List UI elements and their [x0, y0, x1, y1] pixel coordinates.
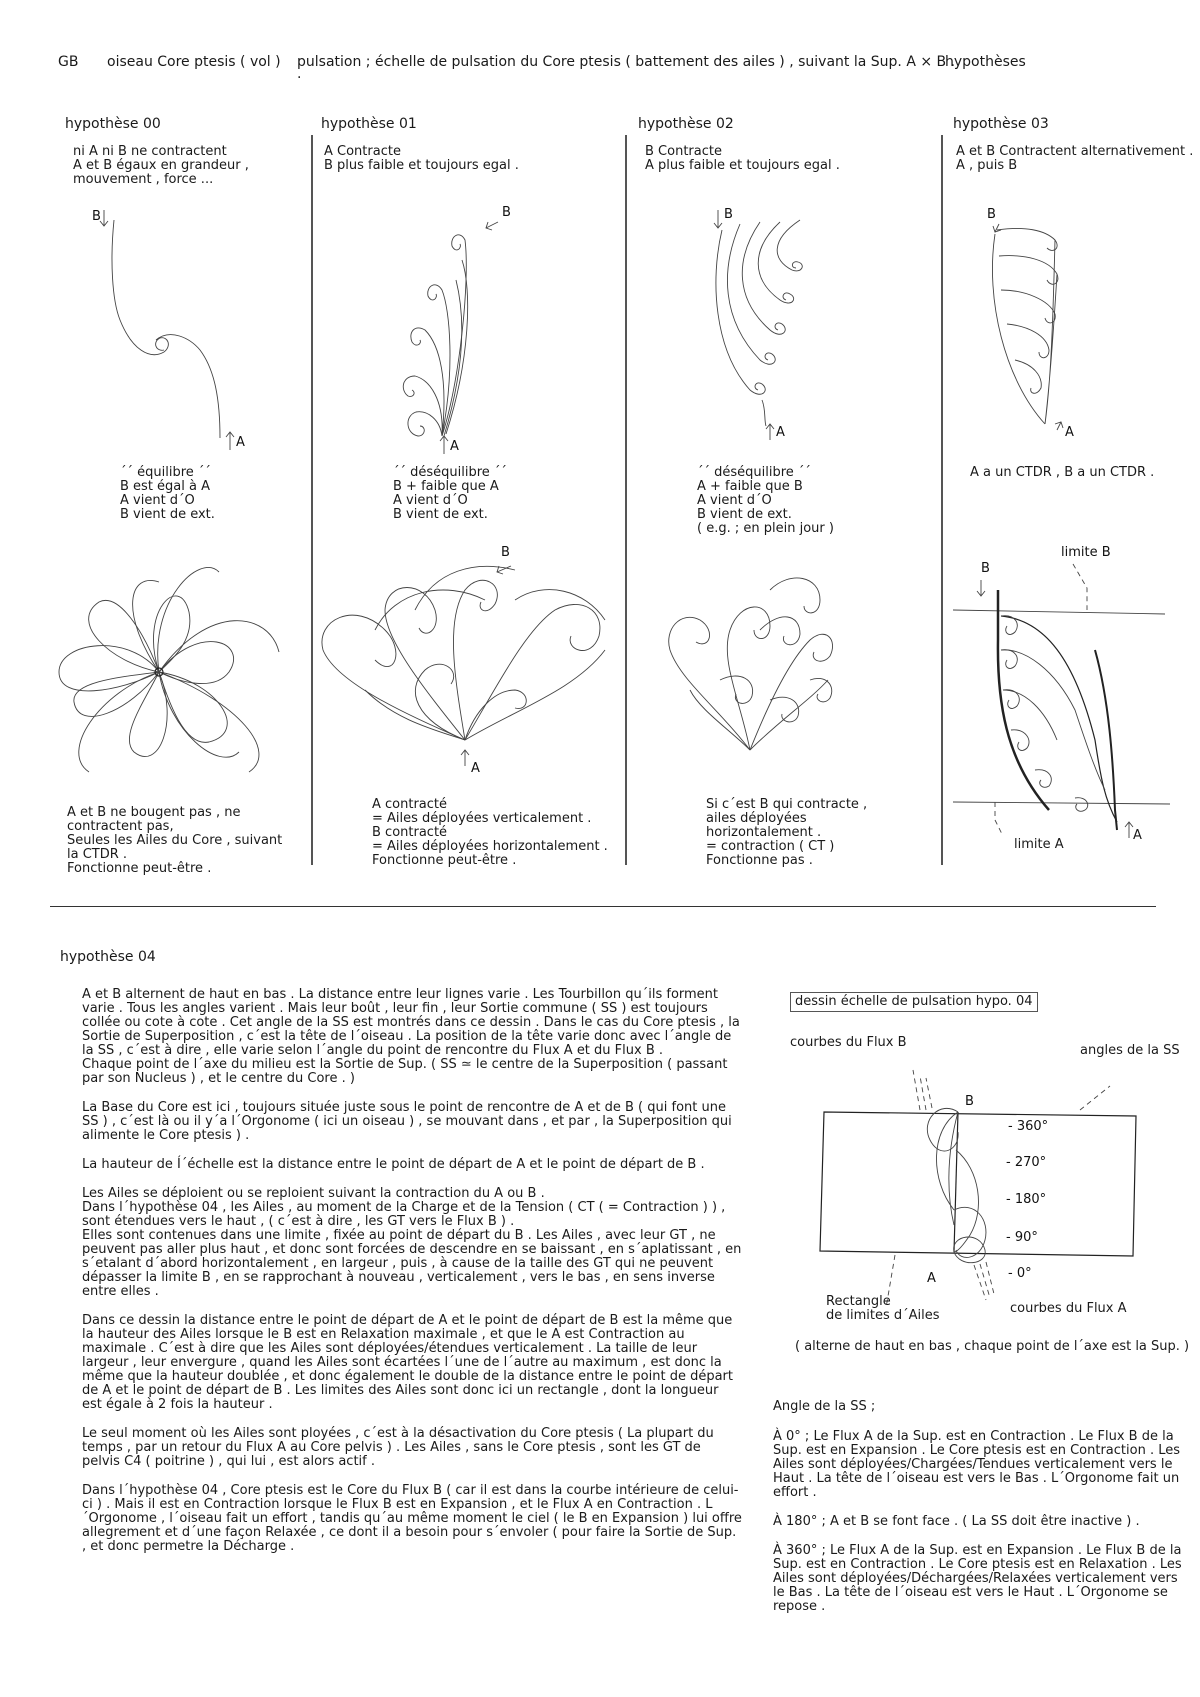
wing-loop — [760, 617, 800, 645]
angle-tick: - 270° — [1006, 1155, 1047, 1170]
wing-curve — [411, 328, 444, 436]
arrow-up-icon — [766, 424, 774, 440]
limit-b-pointer — [1073, 564, 1087, 610]
paragraph: Le seul moment où les Ailes sont ployées , c´est à la désactivation du Core ptesis ( La plupart du temps , par un retour du Flux A au Core pelvis ) . Les Ailes , sans le Core ptesis , sont les GT de pelvis C4 ( poitrine ) , qui lui , est alors actif . — [82, 1426, 714, 1469]
flux-a-label: courbes du Flux A — [1010, 1301, 1127, 1316]
label-b: B — [92, 209, 101, 224]
hypothesis-03-title: hypothèse 03 — [953, 116, 1049, 132]
spiral — [1035, 770, 1051, 788]
wing-loop — [465, 690, 526, 740]
angle-notes-title: Angle de la SS ; — [773, 1399, 876, 1414]
hypothesis-00-premise: ni A ni B ne contractent A et B égaux en grandeur , mouvement , force ... — [73, 144, 249, 187]
diagram-title: dessin échelle de pulsation hypo. 04 — [790, 992, 1038, 1012]
angle-note: À 360° ; Le Flux A de la Sup. est en Expansion . Le Flux B de la Sup. est en Contraction . Le Core ptesis est en Relaxation . Les Ailes sont déployées/Déchargées/Relaxées verticalement vers le Bas . La tête de l´oiseau est vers le Haut . L´Orgonome se repose . — [773, 1543, 1182, 1614]
hypothesis-00-state: ´´ équilibre ´´ B est égal à A A vient d´O B vient de ext. — [120, 465, 215, 522]
limit-a-label: limite A — [1014, 837, 1064, 852]
hypothesis-04-title: hypothèse 04 — [60, 949, 156, 965]
label-b: B — [965, 1094, 974, 1109]
flux-a-pointer — [974, 1262, 994, 1300]
header-code: GB — [58, 54, 79, 70]
flux-b-label: courbes du Flux B — [790, 1035, 907, 1050]
petal — [79, 568, 239, 772]
hypothesis-00-conclusion: A et B ne bougent pas , ne contractent pas, Seules les Ailes du Core , suivant la CTDR . Fonctionne peut-être . — [67, 805, 283, 876]
angles-pointer — [1080, 1086, 1110, 1110]
wing-curve — [716, 230, 765, 394]
hypothesis-01-sketch — [400, 200, 540, 454]
wing-curve — [408, 412, 442, 436]
limits-rectangle — [820, 1112, 1136, 1256]
label-a: A — [1133, 828, 1142, 843]
flux-b-pointer — [913, 1070, 932, 1110]
hypothesis-01-conclusion: A contracté = Ailes déployées verticalement . B contracté = Ailes déployées horizontalement . Fonctionne peut-être . — [372, 797, 608, 868]
wing-loop — [720, 676, 753, 703]
wing-loop — [810, 678, 832, 701]
hypothesis-01-premise: A Contracte B plus faible et toujours egal . — [324, 144, 519, 173]
arrow-down-icon — [100, 210, 108, 226]
label-a: A — [236, 435, 245, 450]
hypothesis-03-state: A a un CTDR , B a un CTDR . — [970, 465, 1155, 480]
label-b: B — [987, 207, 996, 222]
column-divider — [941, 135, 943, 865]
wing-loop — [322, 615, 465, 740]
rectangle-label: Rectangle de limites d´Ailes — [826, 1294, 940, 1323]
column-divider — [625, 135, 627, 865]
label-b: B — [724, 207, 733, 222]
paragraph: Dans l´hypothèse 04 , Core ptesis est le Core du Flux B ( car il est dans la courbe intérieure de celui-ci ) . Mais il est en Contraction lorsque le Flux B est en Expansion , et le Flux A en Contraction . L´Orgonome , l´oiseau fait un effort , tandis qu´au même moment le ciel ( le B en Expansion ) lui offre allegrement et d´une façon Relaxée , ce dont il a besoin pour s´envoler ( pour faire la Sortie de Sup. , et donc permetre la Décharge . — [82, 1483, 742, 1554]
wing-curve — [428, 285, 450, 436]
limit-b-label: limite B — [1061, 545, 1111, 560]
hypothesis-01-wings-sketch — [315, 540, 620, 780]
flux-a-curve — [954, 1207, 986, 1257]
hypothesis-02-conclusion: Si c´est B qui contracte , ailes déployées horizontalement . = contraction ( CT ) Fonctionne pas . — [706, 797, 868, 868]
pulsation-scale-diagram — [780, 1050, 1200, 1290]
header-section: hypothèses — [945, 54, 1026, 70]
angle-notes — [773, 1430, 1183, 1629]
petal — [133, 580, 279, 772]
arrow-up-icon — [440, 436, 448, 454]
wing-loop — [750, 634, 833, 750]
label-b: B — [501, 545, 510, 560]
header-description: pulsation ; échelle de pulsation du Core ptesis ( battement des ailes ) , suivant la Sup. A × B . — [297, 54, 956, 70]
paragraph: La Base du Core est ici , toujours située juste sous le point de rencontre de A et de B ( qui font une SS ) , c´est là ou il y´a l´Orgonome ( ici un oiseau ) , se mouvant dans , et par , la Superposition qui alimente le Core ptesis ) . — [82, 1100, 732, 1143]
hypothesis-02-wings-sketch — [660, 570, 840, 770]
arrow-down-icon — [977, 580, 985, 596]
center-axis — [954, 1112, 958, 1252]
diagram-caption: ( alterne de haut en bas , chaque point de l´axe est la Sup. ) — [795, 1339, 1190, 1354]
angle-tick: - 0° — [1008, 1266, 1032, 1281]
label-b: B — [981, 561, 990, 576]
column-divider — [311, 135, 313, 865]
wing-curve — [727, 224, 775, 364]
section-separator — [50, 906, 1156, 907]
arrow-up-icon — [226, 432, 234, 450]
limit-b-line — [953, 610, 1165, 614]
paragraph: La hauteur de Í´échelle est la distance entre le point de départ de A et le point de départ de B . — [82, 1157, 705, 1172]
flux-a-tail — [762, 400, 766, 426]
arrow-up-icon — [1125, 822, 1133, 838]
paragraph: Dans ce dessin la distance entre le point de départ de A et le point de départ de B est la même que la hauteur des Ailes lorsque le B est en Relaxation maximale , et que le A est Contraction au maximale . C´est à dire que les Ailes sont déployées/étendues verticalement . La taille de leur largeur , leur envergure , quand les Ailes sont écartées l´une de l´autre au maximum , est donc la même que la hauteur doublée , et donc également le double de la distance entre le point de départ de A et le point de départ de B . Les limites des Ailes sont donc ici un rectangle , dont la longueur est égale à 2 fois la hauteur . — [82, 1313, 733, 1412]
hypothesis-04-text — [82, 988, 742, 1569]
wing-curve — [1001, 616, 1117, 822]
label-a: A — [450, 439, 459, 454]
wing-loop — [770, 697, 799, 722]
hypothesis-00-title: hypothèse 00 — [65, 116, 161, 132]
angle-tick: - 90° — [1006, 1230, 1038, 1245]
label-a: A — [471, 761, 480, 776]
spiral — [1011, 730, 1029, 751]
limit-a-pointer — [995, 802, 1003, 836]
label-a: A — [1065, 425, 1074, 440]
hypothesis-00-flower-sketch — [55, 540, 300, 785]
wing-loop — [385, 588, 465, 741]
wing-loop — [465, 604, 600, 740]
vortex-spiral — [156, 335, 220, 438]
wing-loop — [365, 650, 605, 740]
label-a: A — [776, 425, 785, 440]
flux-b-axis — [998, 590, 1049, 810]
wing-curve — [999, 256, 1058, 285]
header-dot: . — [297, 66, 302, 82]
wing-curve — [1015, 360, 1041, 393]
paragraph: A et B alternent de haut en bas . La distance entre leur lignes varie . Les Tourbillon qu´ils forment varie . Tous les angles varient . Mais leur boût , leur fin , leur Sortie commune ( SS ) est toujours collée ou cote à cote . Cet angle de la SS est montrés dans ce dessin . Dans le cas du Core ptesis , la Sortie de Superposition , c´est la tête de l´oiseau . La position de la tête varie donc avec l´angle de la SS , c´est à dire , elle varie selon l´angle du point de rencontre du Flux A et du Flux B . Chaque point de l´axe du milieu est la Sortie de Sup. ( SS ≃ le centre de la Superposition ( passant par son Nucleus ) , et le centre du Core . ) — [82, 987, 740, 1086]
wing-curve — [1045, 240, 1057, 424]
hypothesis-03-sketch — [985, 200, 1125, 450]
hypothesis-01-state: ´´ déséquilibre ´´ B + faible que A A vient d´O B vient de ext. — [393, 465, 507, 522]
hypothesis-03-limits-sketch — [945, 540, 1175, 830]
hypothesis-02-title: hypothèse 02 — [638, 116, 734, 132]
wing-curve — [997, 228, 1057, 250]
hypothesis-02-state: ´´ déséquilibre ´´ A + faible que B A vient d´O B vient de ext. ( e.g. ; en plein jour ) — [697, 465, 834, 536]
arrow-icon — [1055, 422, 1063, 430]
hypothesis-00-sketch — [80, 200, 310, 450]
wing-loop — [690, 680, 828, 750]
arrow-icon — [486, 222, 498, 230]
angle-note: À 180° ; A et B se font face . ( La SS doit être inactive ) . — [773, 1514, 1140, 1529]
spiral — [1001, 650, 1017, 669]
header-subject: oiseau Core ptesis ( vol ) — [107, 54, 281, 70]
angles-label: angles de la SS — [1080, 1043, 1180, 1058]
angle-note: À 0° ; Le Flux A de la Sup. est en Contraction . Le Flux B de la Sup. est en Expansion . Le Core ptesis est en Contraction . Les Ailes sont déployées/Chargées/Tendues verticalement vers le Haut . La tête de l´oiseau est vers le Bas . L´Orgonome fait un effort . — [773, 1429, 1180, 1500]
spiral — [1075, 798, 1088, 812]
label-b: B — [502, 205, 511, 220]
wing-curve — [992, 234, 1045, 424]
arrow-up-icon — [461, 750, 469, 766]
flux-b-curve — [112, 220, 164, 355]
hypothesis-01-title: hypothèse 01 — [321, 116, 417, 132]
paragraph: Les Ailes se déploient ou se reploient suivant la contraction du A ou B . Dans l´hypothèse 04 , les Ailes , au moment de la Charge et de la Tension ( CT ( = Contraction ) ) , sont étendues vers le haut , ( c´est à dire , les GT vers le Flux B ) . Elles sont contenues dans une limite , fixée au point de départ du B . Les Ailes , avec leur GT , ne peuvent pas aller plus haut , et donc sont forcées de descendre en se baissant , en s´aplatissant , en s´etalant d´abord horizontalement , en largeur , puis , à cause de la taille des GT qui ne peuvent dépasser la limite B , en se rapprochant à nouveau , verticalement , vers le bas , en sens inverse entre elles . — [82, 1186, 742, 1299]
wing-loop — [770, 578, 820, 613]
wing-curve — [777, 220, 802, 271]
hypothesis-03-premise: A et B Contractent alternativement . A , puis B — [956, 144, 1194, 173]
wing-curve — [1001, 290, 1055, 323]
hypothesis-02-sketch — [700, 200, 840, 450]
limit-a-line — [953, 802, 1170, 804]
arrow-down-icon — [714, 210, 722, 228]
wing-loop — [453, 580, 497, 740]
wing-curve — [444, 260, 468, 436]
angle-tick: - 180° — [1006, 1192, 1047, 1207]
wing-loop — [375, 566, 605, 630]
angle-tick: - 360° — [1008, 1119, 1049, 1134]
wing-loop — [727, 607, 770, 750]
arrow-icon — [993, 224, 1001, 232]
petal — [159, 642, 234, 684]
wing-curve — [742, 222, 785, 334]
petal — [74, 672, 159, 716]
wing-curve — [758, 222, 793, 303]
spiral — [1003, 690, 1057, 740]
wing-curve — [1007, 324, 1049, 358]
label-a: A — [927, 1271, 936, 1286]
hypothesis-02-premise: B Contracte A plus faible et toujours egal . — [645, 144, 840, 173]
wing-loop — [669, 617, 750, 750]
